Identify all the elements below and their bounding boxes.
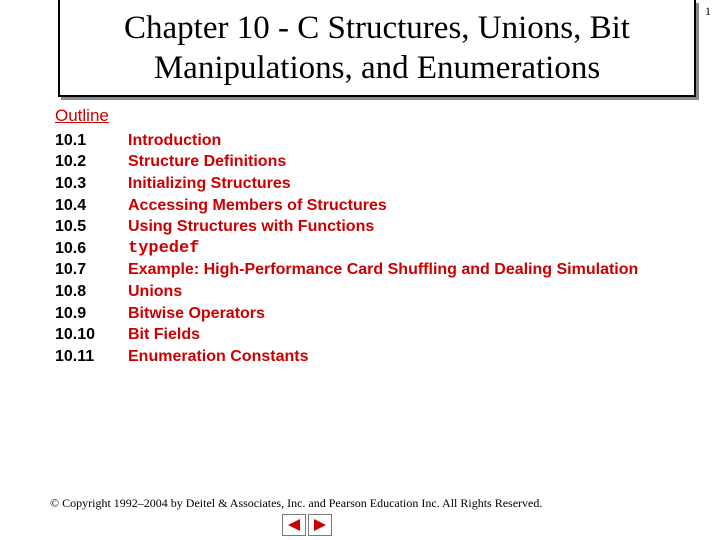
section-number: 10.11 [55, 347, 95, 365]
title-box [58, 0, 696, 97]
previous-slide-button[interactable] [282, 514, 306, 536]
section-title: Structure Definitions [128, 153, 287, 171]
section-title: Unions [128, 282, 183, 300]
section-number: 10.4 [55, 196, 87, 214]
section-title: Bitwise Operators [128, 304, 265, 322]
section-number: 10.7 [55, 261, 87, 279]
outline-item [55, 130, 638, 152]
slide-title: Chapter 10 - C Structures, Unions, Bit Manipulations, and Enumerations [124, 9, 630, 86]
section-title: Enumeration Constants [128, 347, 309, 365]
section-title: Initializing Structures [128, 174, 291, 192]
outline-item [55, 216, 638, 238]
section-number: 10.8 [55, 282, 87, 300]
outline-item [55, 346, 638, 368]
section-number: 10.5 [55, 218, 87, 236]
section-title: Introduction [128, 131, 222, 149]
outline-item [55, 195, 638, 217]
triangle-right-icon [312, 518, 328, 532]
outline-item [55, 303, 638, 325]
outline-list [55, 130, 638, 368]
section-number: 10.6 [55, 239, 87, 257]
section-title: Accessing Members of Structures [128, 196, 387, 214]
outline-item [55, 281, 638, 303]
section-number: 10.9 [55, 304, 87, 322]
next-slide-button[interactable] [308, 514, 332, 536]
section-title: Example: High-Performance Card Shuffling and Dealing Simulation [128, 261, 639, 279]
triangle-left-icon [286, 518, 302, 532]
section-number: 10.3 [55, 174, 87, 192]
outline-item [55, 260, 638, 282]
copyright-notice: © Copyright 1992–2004 by Deitel & Associates, Inc. and Pearson Education Inc. All Rights Reserved. [50, 496, 543, 510]
section-title: Using Structures with Functions [128, 218, 375, 236]
outline-item [55, 173, 638, 195]
section-number: 10.1 [55, 131, 87, 149]
outline-item [55, 238, 638, 260]
outline-item [55, 324, 638, 346]
outline-item [55, 152, 638, 174]
slide-navigation [282, 514, 332, 536]
outline-heading: Outline [55, 106, 109, 125]
section-number: 10.10 [55, 326, 96, 344]
section-title-typedef: typedef [128, 239, 200, 259]
section-number: 10.2 [55, 153, 87, 171]
section-title: Bit Fields [128, 326, 201, 344]
page-number: 1 [705, 4, 711, 18]
